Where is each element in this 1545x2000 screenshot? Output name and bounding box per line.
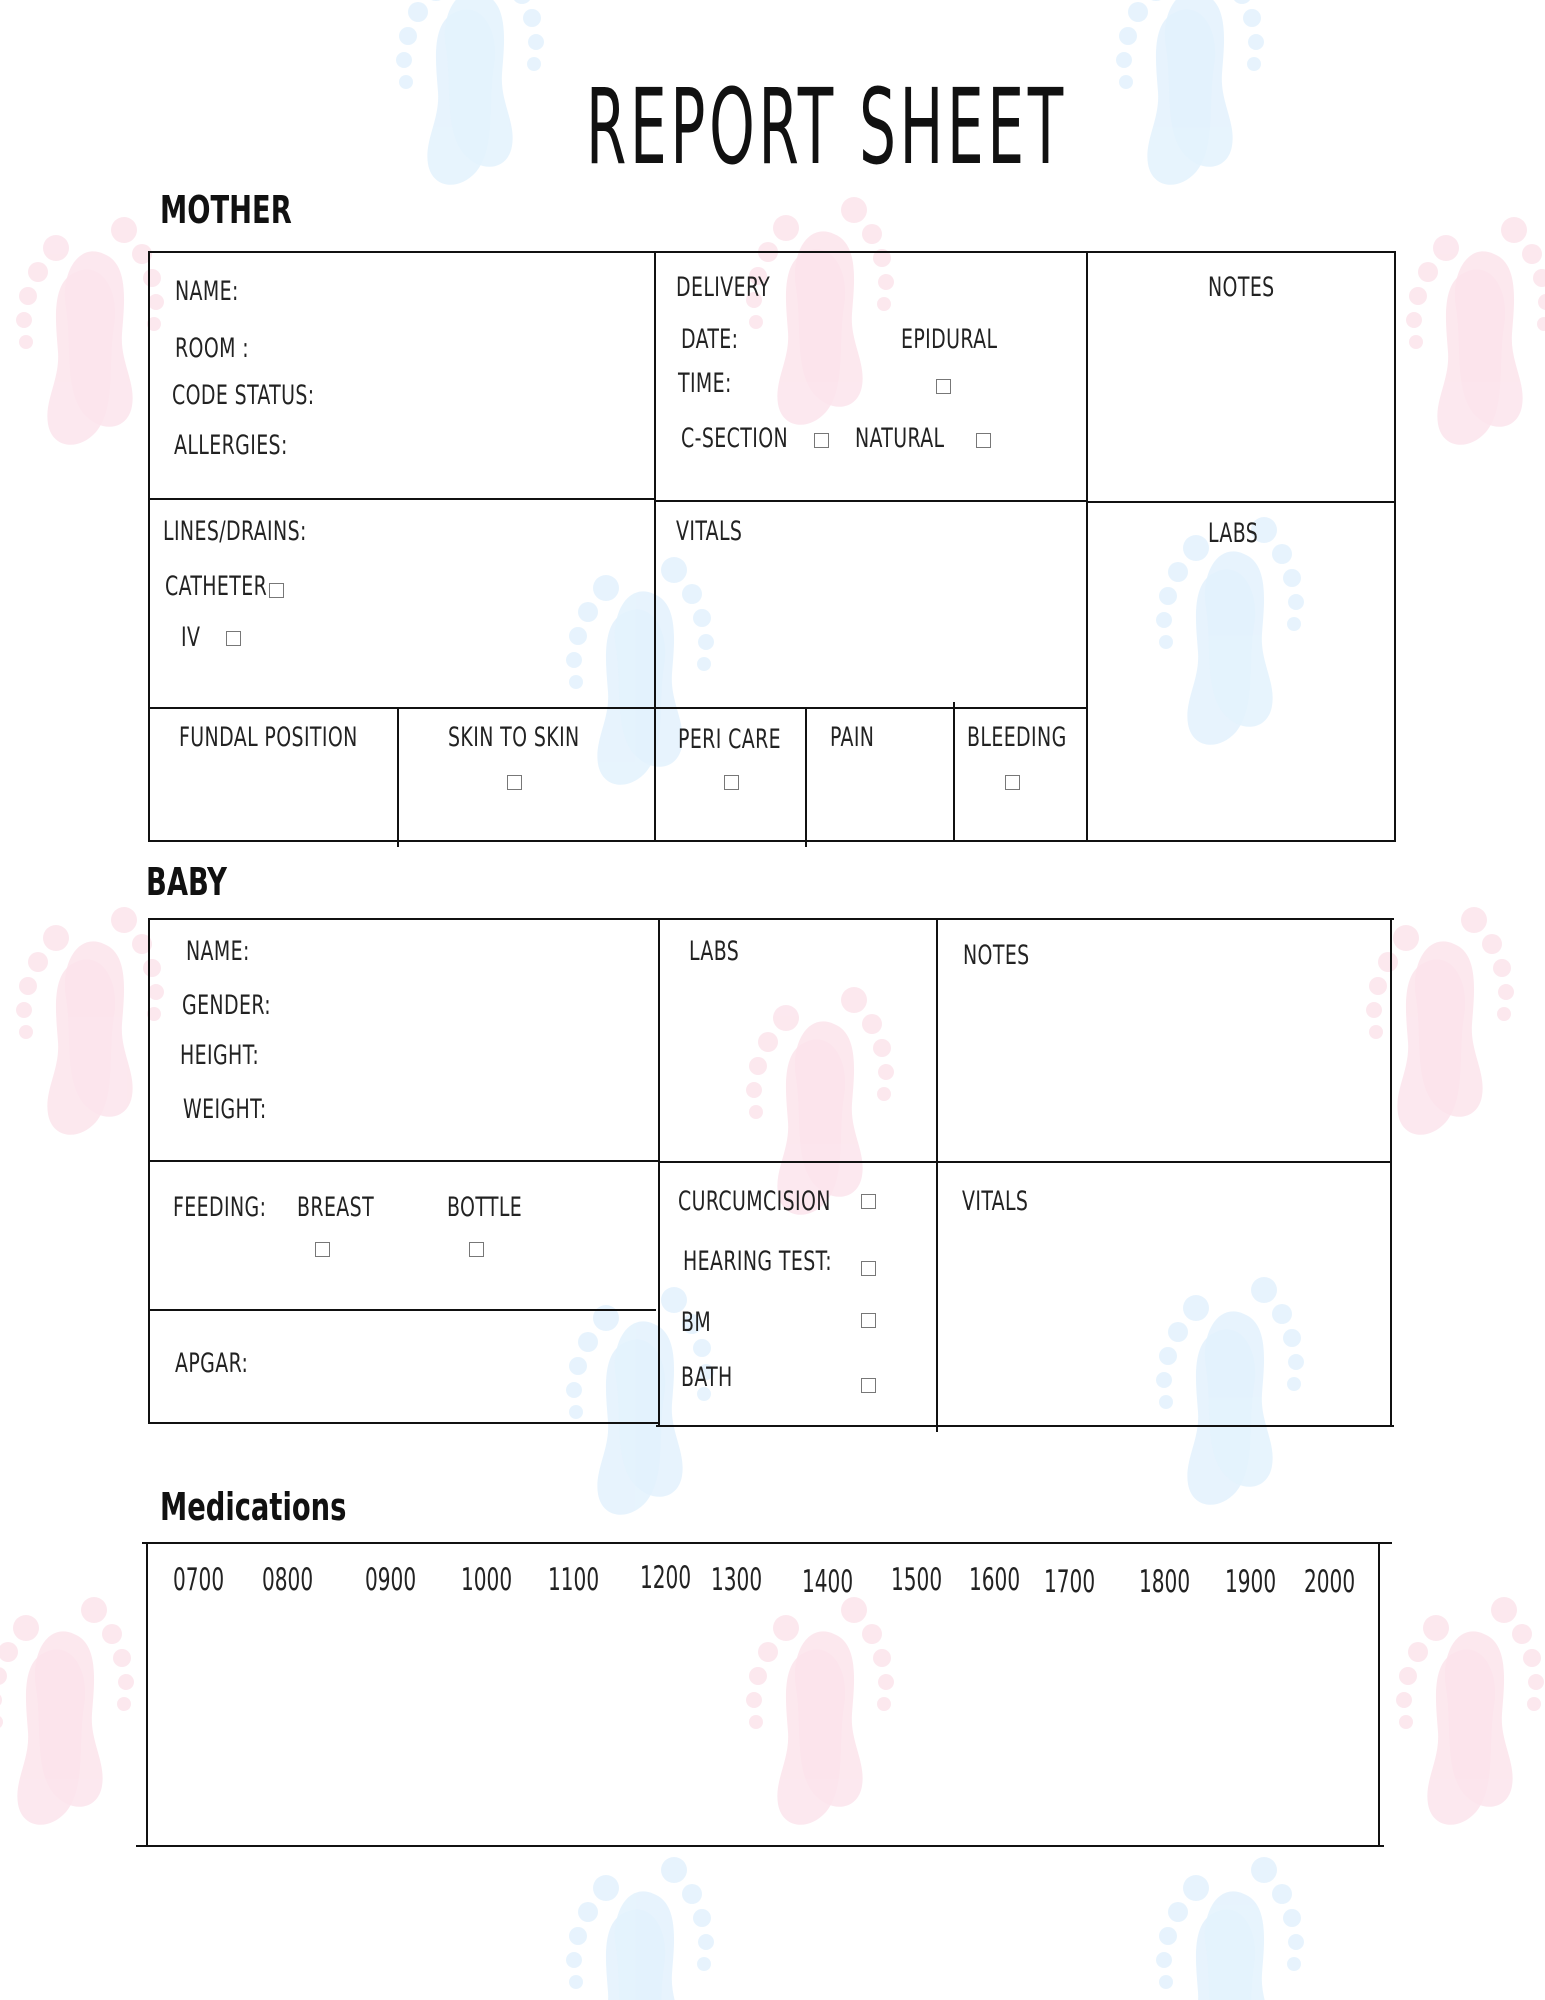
hearing-test-checkbox[interactable] (861, 1261, 876, 1276)
iv-label: IV (181, 622, 201, 653)
mother-name-label: NAME: (175, 276, 239, 307)
footprint-decoration (1165, 0, 1264, 167)
footprint-decoration (1205, 1277, 1304, 1487)
mother-bottom-border (148, 840, 1396, 842)
baby-labs-label: LABS (689, 936, 740, 967)
skin-to-skin-label: SKIN TO SKIN (448, 722, 580, 753)
peri-care-checkbox[interactable] (724, 775, 739, 790)
mother-top-border (148, 251, 1396, 253)
baby-top-border (148, 918, 1394, 920)
mother-room-label: ROOM : (175, 333, 250, 364)
baby-notes-label: NOTES (963, 940, 1030, 971)
medications-heading: Medications (160, 1485, 347, 1529)
baby-col1-border (658, 918, 660, 1426)
med-time-1600: 1600 (969, 1562, 1021, 1598)
circumcision-checkbox[interactable] (861, 1194, 876, 1209)
baby-row1-border (148, 1160, 658, 1162)
baby-bottom-border-right (656, 1425, 1394, 1427)
med-time-2000: 2000 (1304, 1564, 1356, 1600)
mother-allergies-label: ALLERGIES: (174, 430, 288, 461)
breast-checkbox[interactable] (315, 1242, 330, 1257)
feeding-label: FEEDING: (173, 1192, 267, 1223)
csection-label: C-SECTION (681, 423, 789, 454)
mother-code-status-label: CODE STATUS: (172, 380, 315, 411)
bottle-checkbox[interactable] (469, 1242, 484, 1257)
mother-row2-border (148, 707, 1086, 709)
breast-label: BREAST (297, 1192, 375, 1223)
baby-bottom-border (148, 1422, 658, 1424)
mother-notes-label: NOTES (1208, 272, 1275, 303)
bleeding-checkbox[interactable] (1005, 775, 1020, 790)
delivery-time-label: TIME: (678, 368, 732, 399)
baby-name-label: NAME: (186, 936, 250, 967)
med-time-1900: 1900 (1225, 1564, 1277, 1600)
epidural-label: EPIDURAL (901, 324, 998, 355)
mother-row1-border-right (1086, 501, 1396, 503)
mother-pain-divider (953, 702, 955, 840)
peri-care-label: PERI CARE (678, 724, 781, 755)
footprint-decoration (795, 987, 894, 1197)
mother-col1-border (654, 251, 656, 842)
natural-checkbox[interactable] (976, 433, 991, 448)
baby-right-border (1390, 918, 1392, 1426)
bm-label: BM (681, 1307, 712, 1338)
delivery-date-label: DATE: (681, 324, 739, 355)
med-time-1500: 1500 (891, 1562, 943, 1598)
catheter-label: CATHETER (165, 571, 268, 602)
footprint-decoration (615, 1857, 714, 2000)
med-time-1700: 1700 (1044, 1564, 1096, 1600)
mother-fundal-divider (397, 707, 399, 847)
med-time-1300: 1300 (711, 1562, 763, 1598)
medications-right-border (1378, 1542, 1380, 1847)
mother-heading: MOTHER (160, 188, 292, 232)
footprint-decoration (1415, 907, 1514, 1117)
baby-height-label: HEIGHT: (180, 1040, 260, 1071)
med-time-1000: 1000 (461, 1562, 513, 1598)
med-time-0700: 0700 (173, 1562, 225, 1598)
footprint-decoration (445, 0, 544, 167)
apgar-label: APGAR: (175, 1348, 249, 1379)
hearing-test-label: HEARING TEST: (683, 1246, 833, 1277)
bleeding-label: BLEEDING (967, 722, 1067, 753)
catheter-checkbox[interactable] (269, 583, 284, 598)
baby-feeding-border (148, 1309, 656, 1311)
bottle-label: BOTTLE (447, 1192, 523, 1223)
med-time-1400: 1400 (802, 1564, 854, 1600)
mother-row1-border (148, 498, 654, 500)
footprint-decoration (1205, 1857, 1304, 2000)
med-time-0900: 0900 (365, 1562, 417, 1598)
medications-left-border (146, 1542, 148, 1847)
delivery-label: DELIVERY (676, 272, 771, 303)
footprint-decoration (1445, 1597, 1544, 1807)
csection-checkbox[interactable] (814, 433, 829, 448)
mother-right-border (1394, 251, 1396, 842)
med-time-1100: 1100 (548, 1562, 600, 1598)
mother-col2-border (1086, 251, 1088, 842)
footprint-decoration (1455, 217, 1545, 427)
mother-peri-divider (805, 707, 807, 847)
natural-label: NATURAL (855, 423, 945, 454)
footprint-decoration (795, 1597, 894, 1807)
circumcision-label: CURCUMCISION (678, 1186, 831, 1217)
footprint-decoration (795, 197, 894, 407)
baby-gender-label: GENDER: (182, 990, 272, 1021)
baby-weight-label: WEIGHT: (183, 1094, 267, 1125)
lines-drains-label: LINES/DRAINS: (163, 516, 307, 547)
bm-checkbox[interactable] (861, 1313, 876, 1328)
skin-to-skin-checkbox[interactable] (507, 775, 522, 790)
baby-left-border (148, 918, 150, 1424)
page-title: REPORT SHEET (586, 66, 1067, 188)
medications-top-border (142, 1542, 1392, 1544)
med-time-0800: 0800 (262, 1562, 314, 1598)
mother-left-border (148, 251, 150, 842)
baby-col2-border (936, 918, 938, 1432)
med-time-1200: 1200 (640, 1560, 692, 1596)
fundal-position-label: FUNDAL POSITION (179, 722, 358, 753)
baby-vitals-label: VITALS (962, 1186, 1029, 1217)
medications-bottom-border (136, 1845, 1384, 1847)
footprint-decoration (35, 1597, 134, 1807)
pain-label: PAIN (830, 722, 875, 753)
med-time-1800: 1800 (1139, 1564, 1191, 1600)
epidural-checkbox[interactable] (936, 379, 951, 394)
mother-vitals-label: VITALS (676, 516, 743, 547)
iv-checkbox[interactable] (226, 631, 241, 646)
bath-label: BATH (681, 1362, 733, 1393)
baby-row1-border-right (658, 1161, 1392, 1163)
mother-row1-border-mid (656, 500, 1086, 502)
baby-heading: BABY (146, 860, 227, 904)
mother-labs-label: LABS (1208, 518, 1259, 549)
bath-checkbox[interactable] (861, 1378, 876, 1393)
